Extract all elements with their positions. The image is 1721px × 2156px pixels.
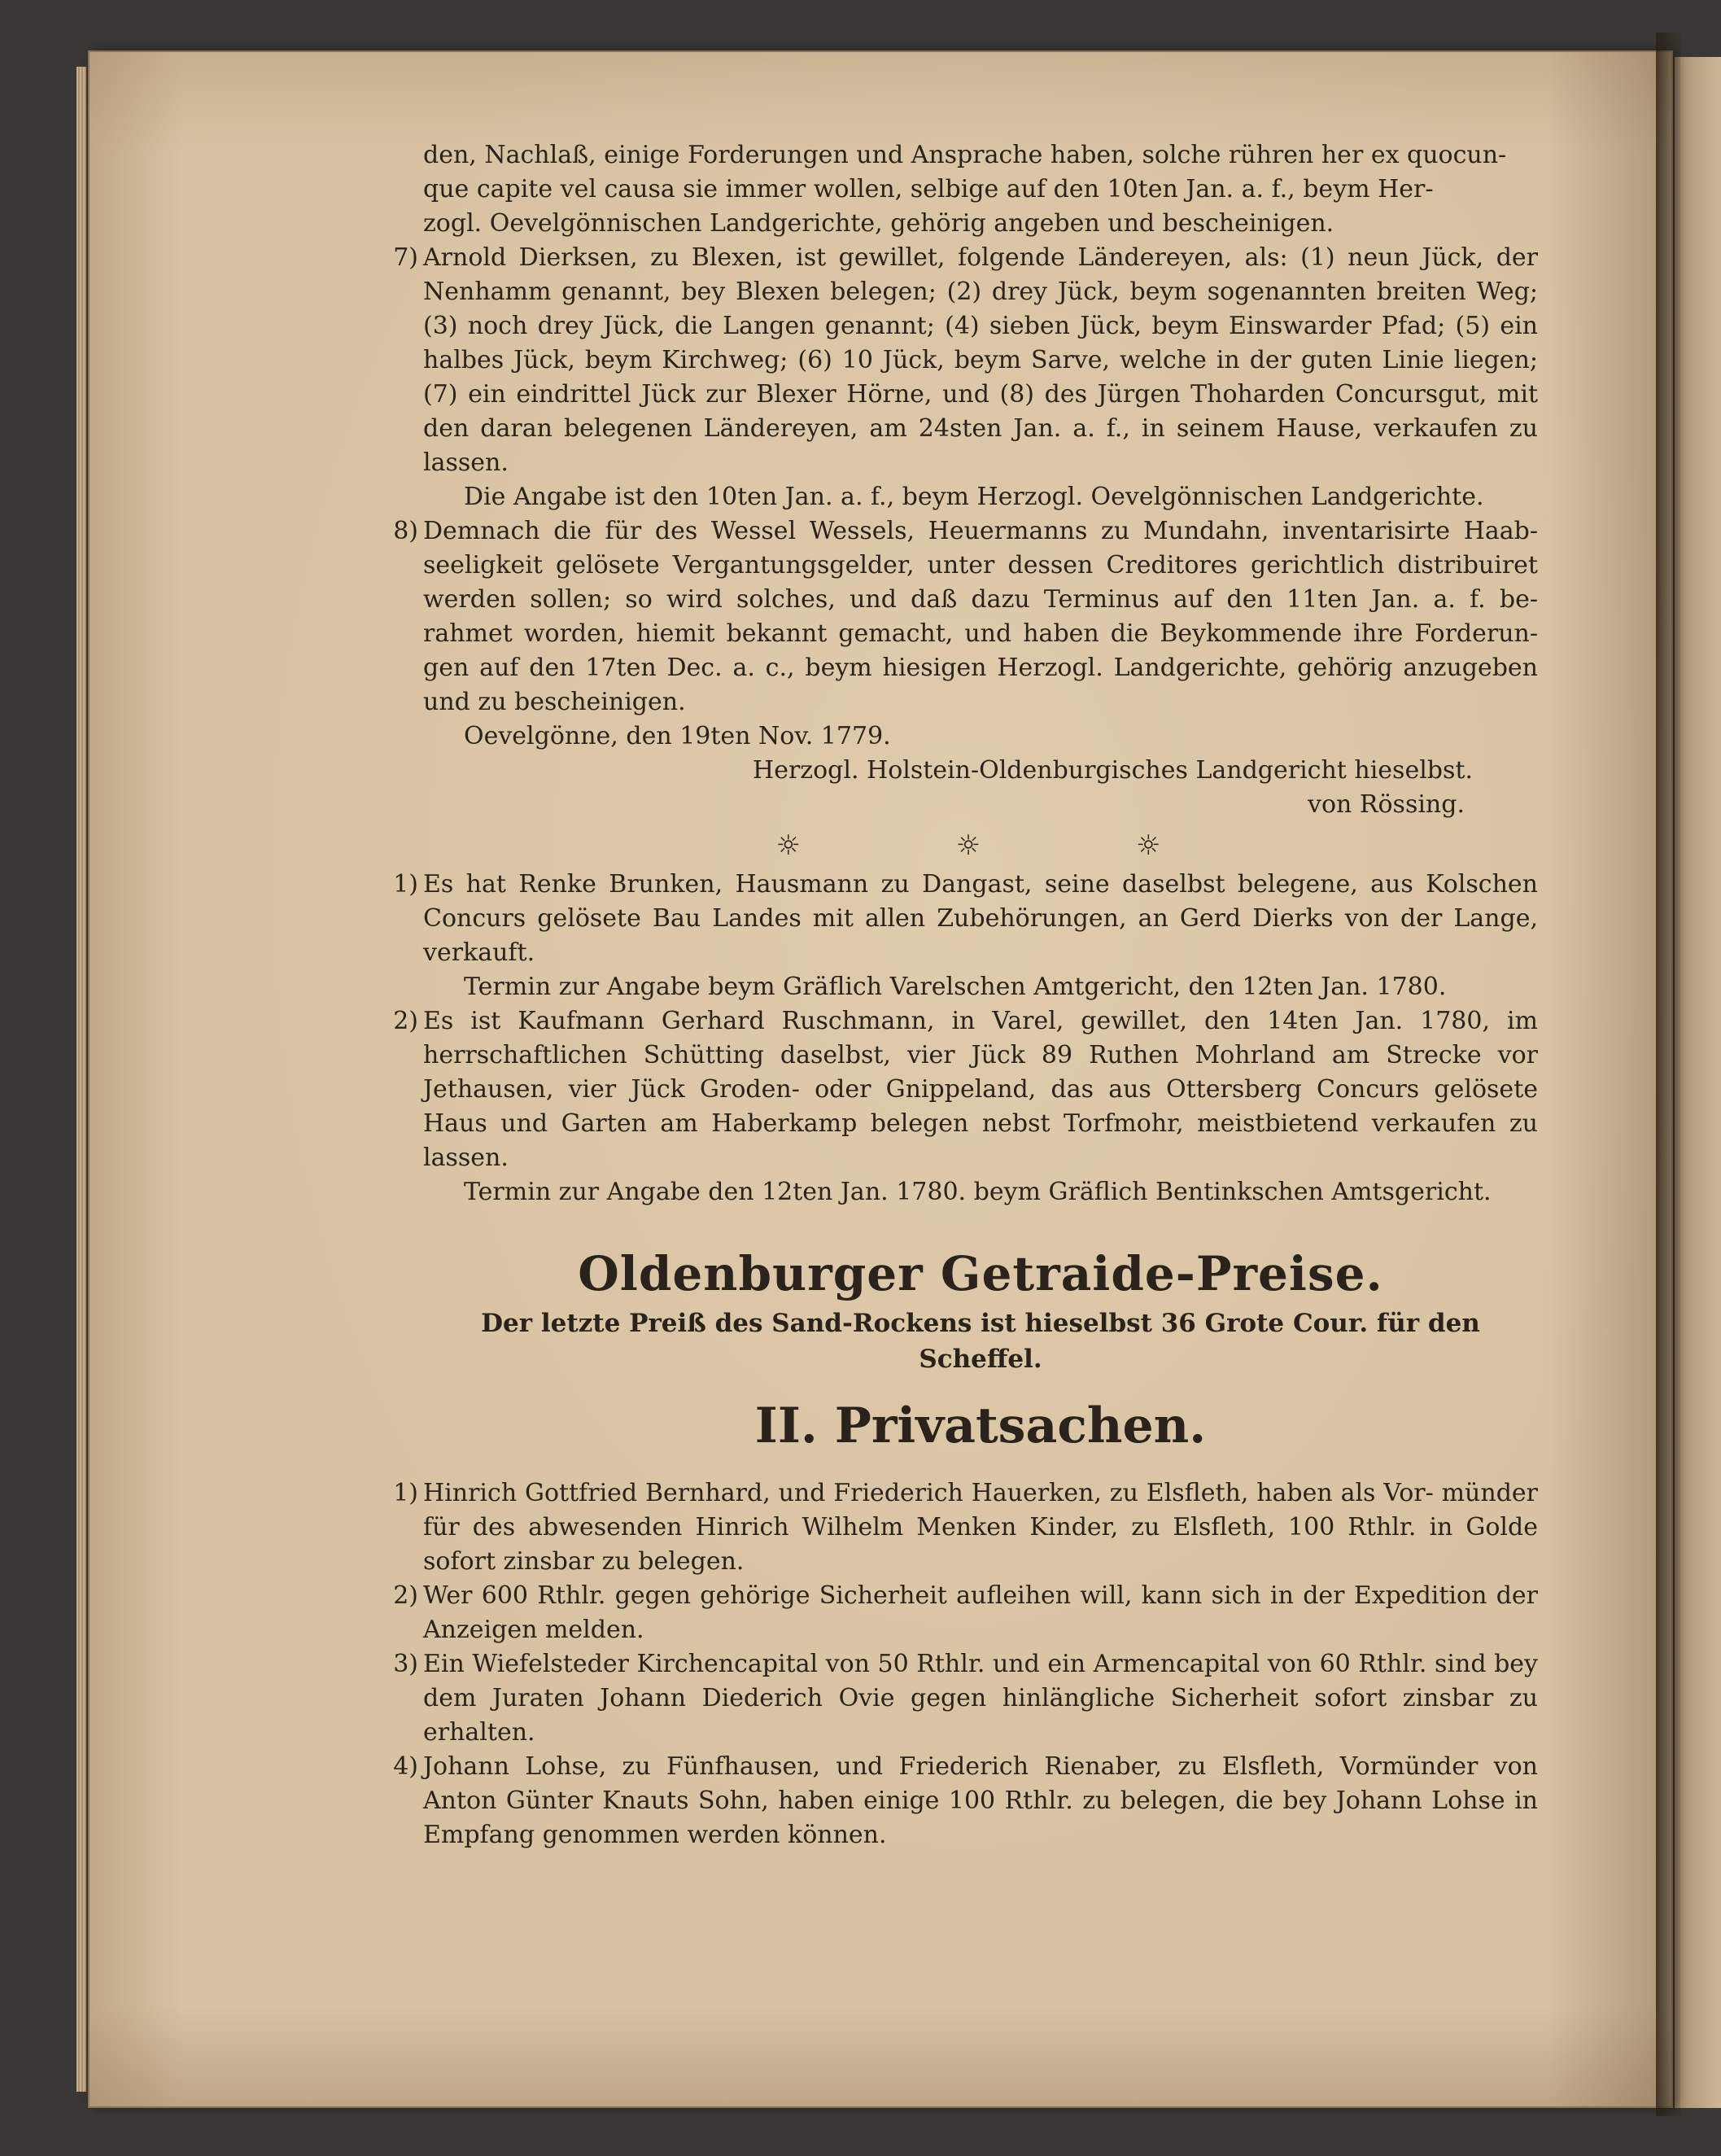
private-entry-3: [393, 1647, 1538, 1750]
heading-grain-prices: Oldenburger Getraide-Preise.: [578, 1246, 1383, 1301]
continued-line-2: que capite vel causa sie immer wollen, selbige auf den 10ten Jan. a. f., beym Her-: [423, 175, 1434, 203]
private-entry-4: [393, 1750, 1538, 1852]
entry-number: 1): [393, 870, 418, 899]
entry-1-note: Termin zur Angabe beym Gräflich Varelschen Amtgericht, den 12ten Jan. 1780.: [464, 973, 1447, 1001]
notice-entry-8: [393, 514, 1538, 719]
continued-line-1: den, Nachlaß, einige Forderungen und Ansprache haben, solche rühren her ex quocun-: [423, 141, 1507, 169]
entry-number: 4): [393, 1752, 418, 1781]
facing-page-edge: [1675, 57, 1721, 2108]
private-entry-1: [393, 1476, 1538, 1579]
entry-text: Johann Lohse, zu Fünfhausen, und Friederich Rienaber, zu Elsfleth, Vormünder von Anton Günter Knauts Sohn, haben einige 100 Rthlr. zu belegen, die bey Johann Lohse in Empfang genommen werden können.: [423, 1752, 1538, 1849]
entry-text: Hinrich Gottfried Bernhard, und Friederich Hauerken, zu Elsfleth, haben als Vor- münder für des abwesenden Hinrich Wilhelm Menken Kinder, zu Elsfleth, 100 Rthlr. in Golde sofort zinsbar zu belegen.: [423, 1479, 1538, 1576]
entry-number: 3): [393, 1650, 418, 1678]
entry-7-note: Die Angabe ist den 10ten Jan. a. f., beym Herzogl. Oevelgönnischen Landgerichte.: [464, 483, 1484, 511]
private-entry-2: [393, 1579, 1538, 1647]
heading-private-matters: II. Privatsachen.: [754, 1397, 1207, 1454]
entry-text: Wer 600 Rthlr. gegen gehörige Sicherheit aufleihen will, kann sich in der Expedition der Anzeigen melden.: [423, 1581, 1538, 1644]
notice-entry-2: [393, 1004, 1538, 1175]
spine-shadow: [1656, 33, 1680, 2116]
signatory-name: von Rössing.: [1308, 790, 1465, 819]
entry-text: Es hat Renke Brunken, Hausmann zu Dangast, seine daselbst belegene, aus Kolschen Concurs gelösete Bau Landes mit allen Zubehörungen, an Gerd Dierks von der Lange, verkauft.: [423, 870, 1538, 967]
entry-text: Es ist Kaufmann Gerhard Ruschmann, in Varel, gewillet, den 14ten Jan. 1780, im herrschaftlichen Schütting daselbst, vier Jück 89 Ruthen Mohrland am Strecke vor Jethausen, vier Jück Groden- oder Gnippeland, das aus Ottersberg Concurs gelösete Haus und Garten am Haberkamp belegen nebst Torfmohr, meistbietend verkaufen zu lassen.: [423, 1007, 1538, 1172]
entry-number: 1): [393, 1479, 418, 1507]
page-stack-edge: [76, 67, 86, 2092]
entry-number: 2): [393, 1007, 418, 1035]
continued-line-3: zogl. Oevelgönnischen Landgerichte, gehörig angeben und bescheinigen.: [423, 209, 1334, 238]
price-line: Der letzte Preiß des Sand-Rockens ist hieselbst 36 Grote Cour. für den Scheffel.: [481, 1309, 1480, 1374]
page-text: [393, 138, 1538, 1852]
entry-text: Arnold Dierksen, zu Blexen, ist gewillet, folgende Ländereyen, als: (1) neun Jück, der Nenhamm genannt, bey Blexen belegen; (2) drey Jück, beym sogenannten breiten Weg; (3) noch drey Jück, die Langen genannt; (4) sieben Jück, beym Einswarder Pfad; (5) ein halbes Jück, beym Kirchweg; (6) 10 Jück, beym Sarve, welche in der guten Linie liegen; (7) ein eindrittel Jück zur Blexer Hörne, und (8) des Jürgen Thoharden Concursgut, mit den daran belegenen Ländereyen, am 24sten Jan. a. f., in seinem Hause, verkaufen zu lassen.: [423, 243, 1538, 477]
entry-number: 2): [393, 1581, 418, 1610]
entry-2-note: Termin zur Angabe den 12ten Jan. 1780. beym Gräflich Bentinkschen Amtsgericht.: [464, 1178, 1492, 1206]
notice-entry-1: [393, 868, 1538, 970]
entry-text: Ein Wiefelsteder Kirchencapital von 50 Rthlr. und ein Armencapital von 60 Rthlr. sind bey dem Juraten Johann Diederich Ovie gegen hinlängliche Sicherheit sofort zinsbar zu erhalten.: [423, 1650, 1538, 1747]
entry-number: 8): [393, 517, 418, 545]
notice-entry-7: [393, 241, 1538, 480]
ornament-stars: ☼ ☼ ☼: [775, 829, 1234, 862]
date-line: Oevelgönne, den 19ten Nov. 1779.: [464, 722, 891, 750]
court-signature: Herzogl. Holstein-Oldenburgisches Landgericht hieselbst.: [753, 756, 1473, 785]
entry-number: 7): [393, 243, 418, 272]
entry-text: Demnach die für des Wessel Wessels, Heuermanns zu Mundahn, inventarisirte Haab- seeligkeit gelösete Vergantungsgelder, unter dessen Creditores gerichtlich distribuiret werden sollen; so wird solches, und daß dazu Terminus auf den 11ten Jan. a. f. be- rahmet worden, hiemit bekannt gemacht, und haben die Beykommende ihre Forderun- gen auf den 17ten Dec. a. c., beym hiesigen Herzogl. Landgerichte, gehörig anzugeben und zu bescheinigen.: [423, 517, 1538, 716]
